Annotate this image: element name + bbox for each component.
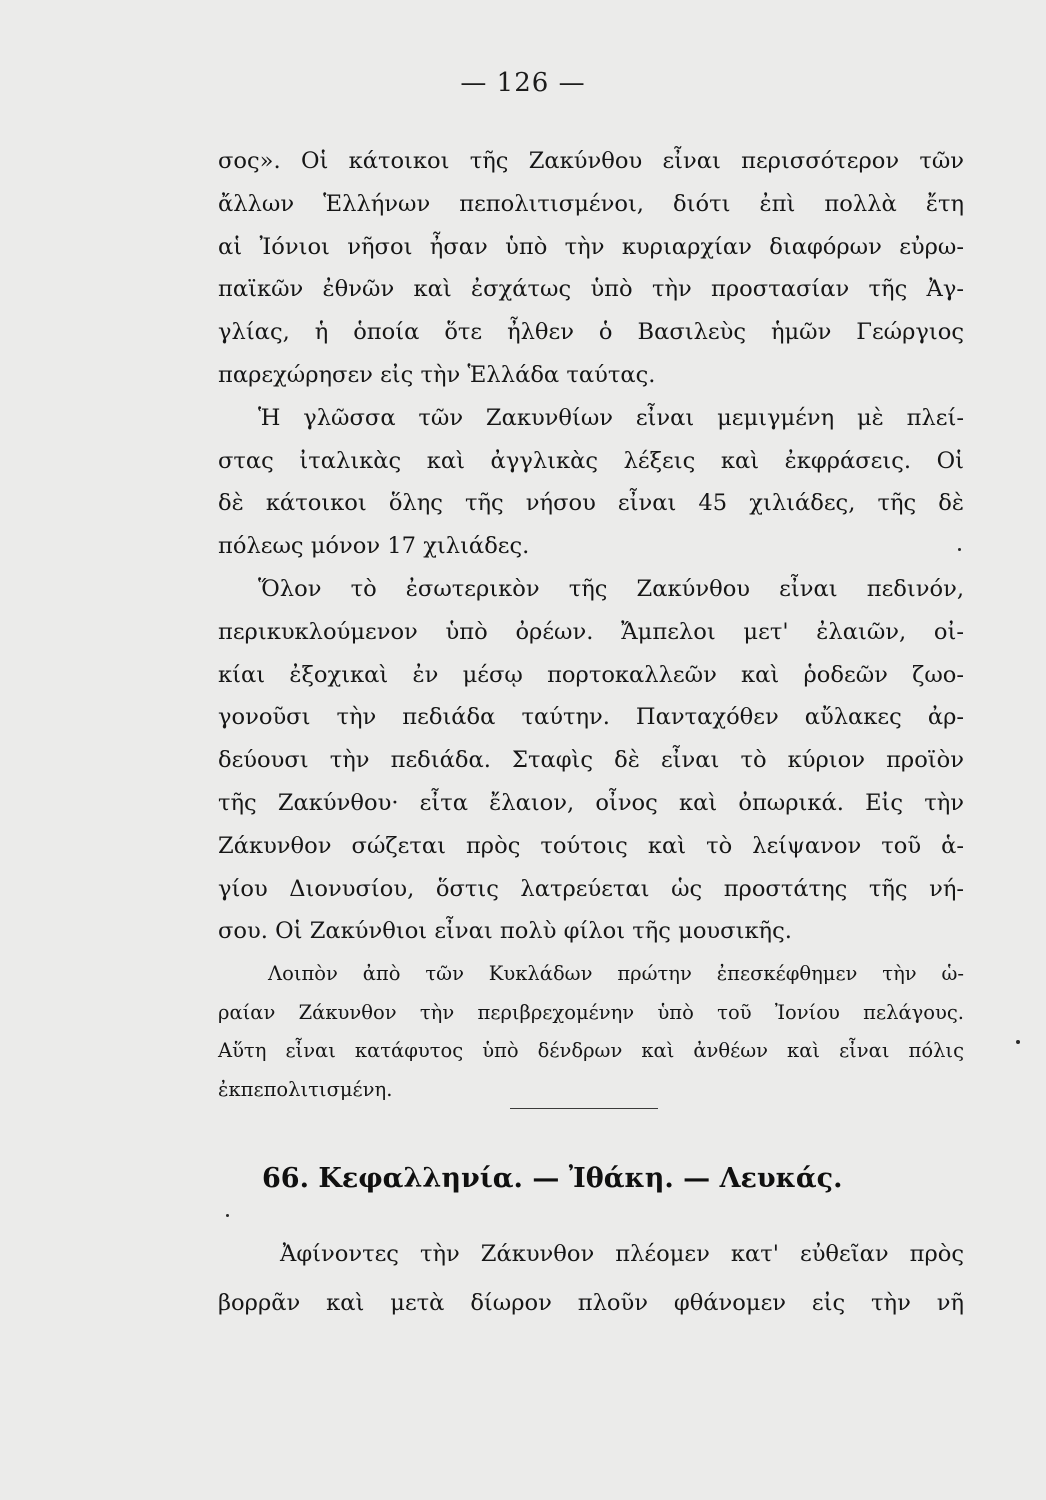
note-line: ἐκπεπολιτισμένη. [218,1077,393,1101]
text-line: δεύουσι τὴν πεδιάδα. Σταφὶς δὲ εἶναι τὸ κύριον προϊὸν [218,747,964,774]
text-line: βορρᾶν καὶ μετὰ δίωρον πλοῦν φθάνομεν εἰς τὴν νῆ [218,1290,964,1316]
text-line: Ἡ γλῶσσα τῶν Ζακυνθίων εἶναι μεμιγμένη μὲ πλεί- [258,404,964,431]
text-line: Ἀφίνοντες τὴν Ζάκυνθον πλέομεν κατ' εὐθεῖαν πρὸς [280,1241,964,1267]
text-line: περικυκλούμενον ὑπὸ ὀρέων. Ἄμπελοι μετ' ἐλαιῶν, οἰ- [218,618,964,645]
text-line: σου. Οἱ Ζακύνθιοι εἶναι πολὺ φίλοι τῆς μουσικῆς. [218,918,792,945]
page-number: — 126 — [460,68,586,98]
text-line: δὲ κάτοικοι ὅλης τῆς νήσου εἶναι 45 χιλιάδες, τῆς δὲ [218,490,964,517]
text-line: αἱ Ἰόνιοι νῆσοι ἦσαν ὑπὸ τὴν κυριαρχίαν διαφόρων εὐρω- [218,233,964,260]
print-speck [958,548,961,551]
text-line: γλίας, ἡ ὁποία ὅτε ἦλθεν ὁ Βασιλεὺς ἡμῶν Γεώργιος [218,319,964,346]
text-line: κίαι ἐξοχικαὶ ἐν μέσῳ πορτοκαλλεῶν καὶ ῥοδεῶν ζωο- [218,661,964,688]
text-line: Ζάκυνθον σώζεται πρὸς τούτοις καὶ τὸ λείψανον τοῦ ἁ- [218,832,964,859]
text-line: γίου Διονυσίου, ὅστις λατρεύεται ὡς προστάτης τῆς νή- [218,875,964,902]
print-speck [1016,1040,1020,1044]
section-paragraph [218,1230,964,1328]
text-line: τῆς Ζακύνθου· εἶτα ἔλαιον, οἶνος καὶ ὀπωρικά. Εἰς τὴν [218,789,964,816]
text-line: παϊκῶν ἐθνῶν καὶ ἐσχάτως ὑπὸ τὴν προστασίαν τῆς Ἀγ- [218,276,964,303]
note-line: Αὕτη εἶναι κατάφυτος ὑπὸ δένδρων καὶ ἀνθέων καὶ εἶναι πόλις [218,1039,964,1062]
text-line: γονοῦσι τὴν πεδιάδα ταύτην. Πανταχόθεν αὔλακες ἀρ- [218,704,964,731]
text-line: Ὅλον τὸ ἐσωτερικὸν τῆς Ζακύνθου εἶναι πεδινόν, [258,575,964,602]
print-speck [226,1214,229,1217]
text-line: πόλεως μόνον 17 χιλιάδες. [218,533,530,560]
note-line: Λοιπὸν ἀπὸ τῶν Κυκλάδων πρώτην ἐπεσκέφθημεν τὴν ὡ- [268,962,964,985]
section-divider [510,1108,658,1109]
text-line: ἄλλων Ἑλλήνων πεπολιτισμένοι, διότι ἐπὶ πολλὰ ἔτη [218,190,964,217]
note-line: ραίαν Ζάκυνθον τὴν περιβρεχομένην ὑπὸ τοῦ Ἰονίου πελάγους. [218,1000,964,1024]
summary-note [218,955,964,1109]
section-heading: 66. Κεφαλληνία. — Ἰθάκη. — Λευκάς. [262,1163,843,1194]
main-paragraphs [218,140,964,953]
text-line: παρεχώρησεν εἰς τὴν Ἑλλάδα ταύτας. [218,361,656,388]
text-line: σος». Οἱ κάτοικοι τῆς Ζακύνθου εἶναι περισσότερον τῶν [218,148,964,174]
text-line: στας ἰταλικὰς καὶ ἀγγλικὰς λέξεις καὶ ἐκφράσεις. Οἱ [218,447,964,474]
